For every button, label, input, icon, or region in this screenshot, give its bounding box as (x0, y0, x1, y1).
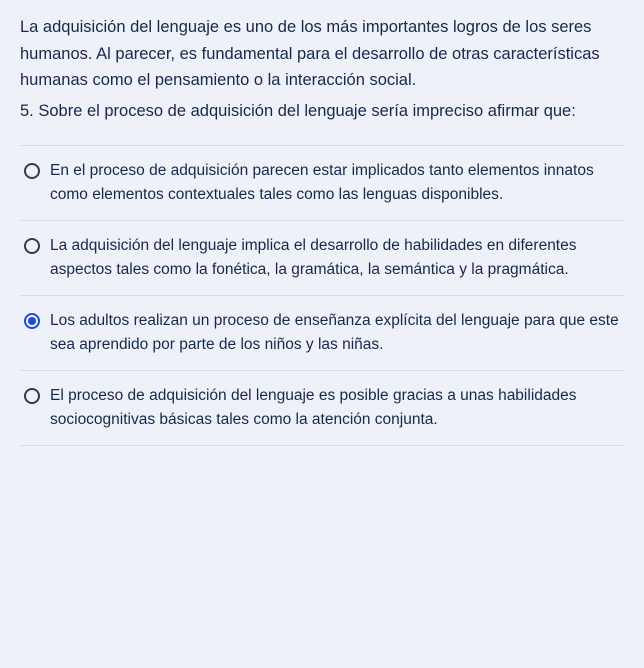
question-stem (20, 14, 624, 125)
passage-text: La adquisición del lenguaje es uno de los más importantes logros de los seres humanos. Al parecer, es fundamental para el desarrollo de otras características humanas como el pensamiento o la interacción social. (20, 18, 600, 90)
option-label-3: Los adultos realizan un proceso de enseñanza explícita del lenguaje para que este sea aprendido por parte de los niños y las niñas. (50, 311, 619, 353)
option-3[interactable] (20, 295, 624, 370)
option-label-2: La adquisición del lenguaje implica el desarrollo de habilidades en diferentes aspectos tales como la fonética, la gramática, la semántica y la pragmática. (50, 236, 577, 278)
radio-button-icon-3[interactable] (24, 313, 40, 329)
option-2[interactable] (20, 220, 624, 295)
answer-options (20, 145, 624, 446)
question-prompt: 5. Sobre el proceso de adquisición del lenguaje sería impreciso afirmar que: (20, 102, 576, 121)
option-label-1: En el proceso de adquisición parecen estar implicados tanto elementos innatos como elementos contextuales tales como las lenguas disponibles. (50, 161, 594, 203)
radio-button-icon-4[interactable] (24, 388, 40, 404)
radio-button-icon-2[interactable] (24, 238, 40, 254)
option-label-4: El proceso de adquisición del lenguaje es posible gracias a unas habilidades sociocognitivas básicas tales como la atención conjunta. (50, 386, 577, 428)
radio-button-icon-1[interactable] (24, 163, 40, 179)
option-1[interactable] (20, 145, 624, 220)
option-4[interactable] (20, 370, 624, 446)
